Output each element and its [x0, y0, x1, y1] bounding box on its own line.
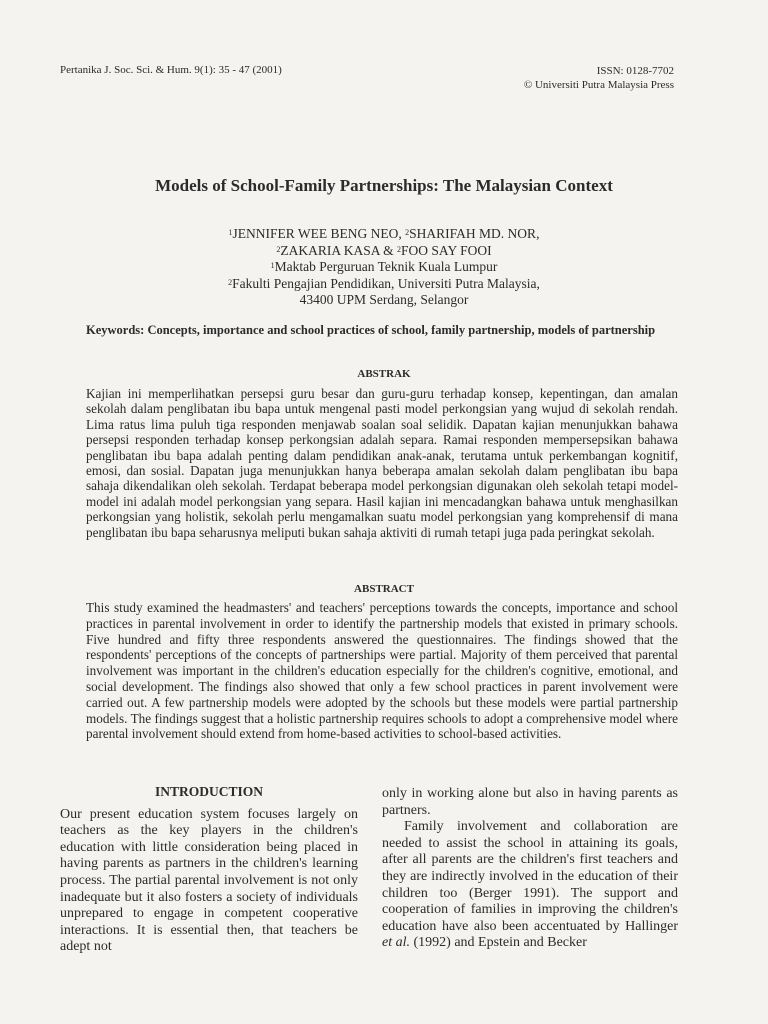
issn-block	[524, 64, 674, 92]
intro-paragraph-2: Family involvement and collaboration are needed to assist the school in attaining its goals, after all parents are the children's first teachers and they are indirectly involved in the education of their children too (Berger 1991). The support and cooperation of families in improving the children's education have also been accentuated by Hallinger et al. (1992) and Epstein and Becker	[382, 819, 678, 951]
copyright: © Universiti Putra Malaysia Press	[523, 79, 674, 91]
introduction-heading: INTRODUCTION	[154, 784, 263, 799]
abstrak-text: Kajian ini memperlihatkan persepsi guru besar dan guru-guru terhadap konsep, kepentingan, dan amalan sekolah dalam penglibatan ibu bapa untuk mengenal pasti model perkongsian yang wujud di sekolah rendah. Lima ratus lima puluh tiga responden menjawab soalan soal selidik. Dapatan kajian menunjukkan bahawa persepsi responden terhadap konsep perkongsian adalah separa. Ramai responden mempersepsikan bahawa penglibatan ibu bapa adalah penting dalam pendidikan anak-anak, terutama untuk perkembangan kognitif, emosi, dan sosial. Dapatan juga menunjukkan hanya beberapa amalan sekolah dalam penglibatan ibu bapa sahaja dikendalikan oleh sekolah. Terdapat beberapa model perkongsian digunakan oleh sekolah tetapi model-model ini adalah model perkongsian yang separa. Hasil kajian ini mencadangkan bahawa untuk menghasilkan perkongsian yang holistik, sekolah perlu mengamalkan suatu model perkongsian yang komprehensif di mana penglibatan ibu bapa seharusnya meliputi bukan sahaja aktiviti di rumah tetapi juga pada peringkat sekolah.	[86, 386, 678, 540]
affiliation-1: $^1$Maktab Perguruan Teknik Kuala Lumpur	[270, 259, 498, 274]
issn: ISSN: 0128-7702	[596, 65, 674, 77]
keywords: Keywords: Concepts, importance and school practices of school, family partnership, models of partnership	[86, 323, 656, 337]
left-column	[60, 784, 358, 956]
affiliation-2-address: 43400 UPM Serdang, Selangor	[299, 292, 469, 307]
author-block	[0, 226, 768, 309]
journal-citation: Pertanika J. Soc. Sci. & Hum. 9(1): 35 - 47 (2001)	[60, 64, 282, 76]
abstract-text: This study examined the headmasters' and teachers' perceptions towards the concepts, importance and school practices in parental involvement in order to identify the partnership models that existed in primary schools. Five hundred and fifty three respondents answered the questionnaires. The findings showed that the respondents' perceptions of the concepts of partnerships were partial. Majority of them perceived that parental involvement was important in the children's education especially for the children's cognitive, emotional, and social development. The findings also showed that only a few school practices in parent involvement were carried out. A few partnership models were adopted by the schools but these models were partial partnership models. The findings suggest that a holistic partnership requires schools to adopt a comprehensive model where parental involvement should extend from home-based activities to school-based activities.	[86, 600, 678, 742]
right-column	[382, 786, 678, 952]
author-line-1: $^1$JENNIFER WEE BENG NEO, $^2$SHARIFAH MD. NOR,	[228, 226, 540, 241]
paper-title: Models of School-Family Partnerships: The Malaysian Context	[155, 176, 613, 195]
intro-continuation: only in working alone but also in having parents as partners.	[382, 786, 678, 818]
abstrak-heading: ABSTRAK	[357, 368, 411, 380]
affiliation-2: $^2$Fakulti Pengajian Pendidikan, Universiti Putra Malaysia,	[228, 275, 540, 291]
author-line-2: $^2$ZAKARIA KASA & $^2$FOO SAY FOOI	[276, 242, 492, 258]
intro-paragraph-1: Our present education system focuses largely on teachers as the key players in the children's education with little consideration being placed in having parents as partners in the children's learning process. The partial parental involvement is not only inadequate but it also fosters a society of individuals unprepared to engage in competent cooperative interactions. It is essential then, that teachers be adept not	[60, 806, 358, 955]
abstract-heading: ABSTRACT	[354, 583, 414, 595]
